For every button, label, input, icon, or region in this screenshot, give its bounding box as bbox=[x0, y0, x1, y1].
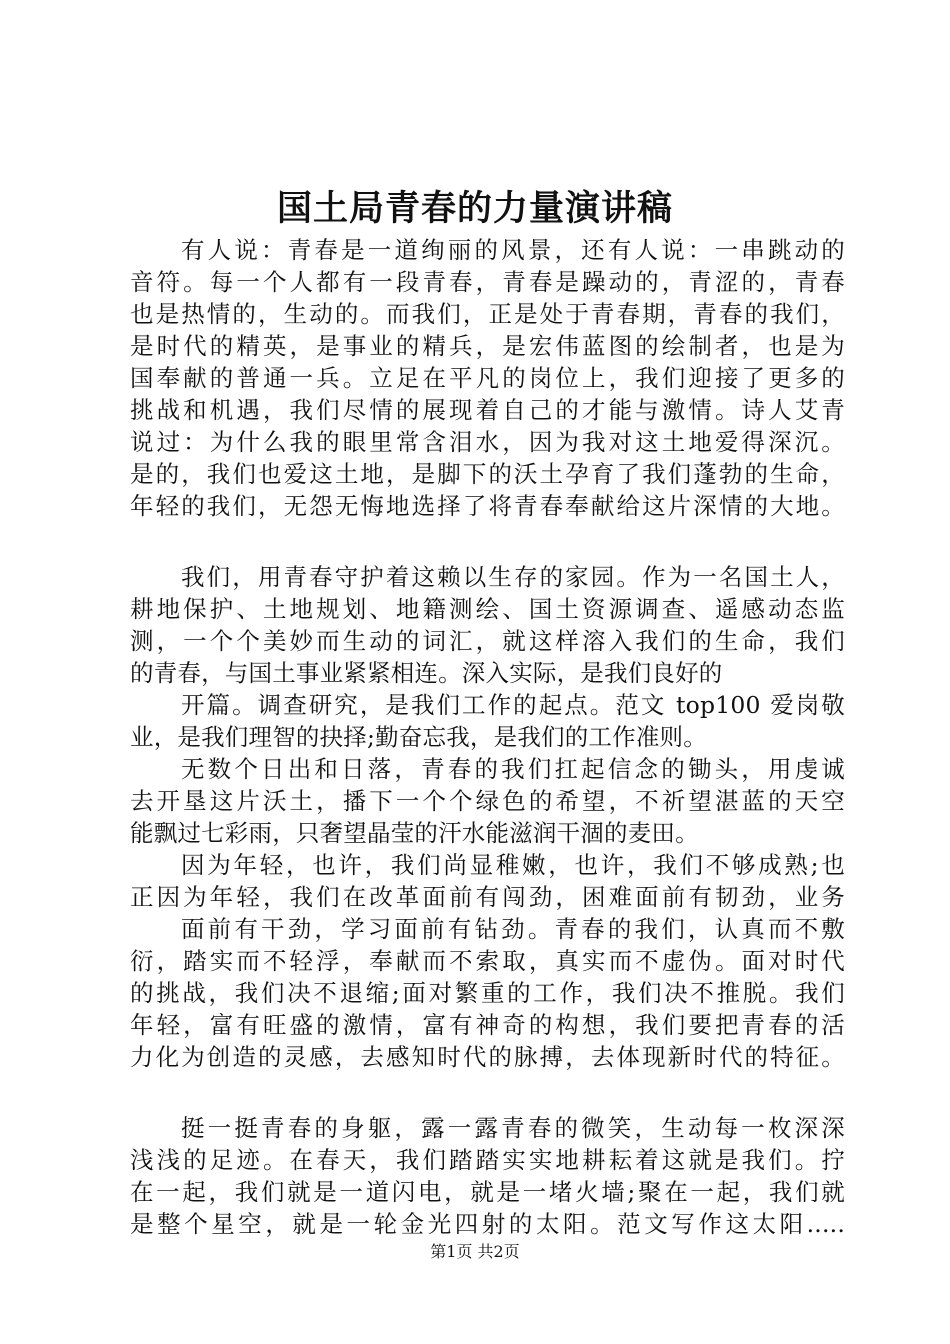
text-line: 是整个星空，就是一轮金光四射的太阳。范文写作这太阳..... bbox=[130, 1210, 845, 1238]
text-line: 开篇。调查研究，是我们工作的起点。范文 top100 爱岗敬 bbox=[181, 691, 845, 719]
text-line: 也是热情的，生动的。而我们，正是处于青春期，青春的我们， bbox=[130, 300, 845, 328]
text-line: 年轻，富有旺盛的激情，富有神奇的构想，我们要把青春的活 bbox=[130, 1011, 845, 1039]
text-line: 面前有干劲，学习面前有钻劲。青春的我们，认真而不敷 bbox=[181, 915, 845, 943]
document-body bbox=[130, 234, 845, 1240]
text-line: 说过：为什么我的眼里常含泪水，因为我对这土地爱得深沉。 bbox=[130, 428, 845, 456]
document-title: 国土局青春的力量演讲稿 bbox=[276, 188, 673, 229]
paragraph-gap bbox=[130, 1073, 845, 1112]
text-line: 力化为创造的灵感，去感知时代的脉搏，去体现新时代的特征。 bbox=[130, 1043, 845, 1071]
text-line: 测，一个个美妙而生动的词汇，就这样溶入我们的生命，我们 bbox=[130, 627, 845, 655]
text-line: 去开垦这片沃土，播下一个个绿色的希望，不祈望湛蓝的天空 bbox=[130, 787, 845, 815]
text-line: 挑战和机遇，我们尽情的展现着自己的才能与激情。诗人艾青 bbox=[130, 396, 845, 424]
text-line: 因为年轻，也许，我们尚显稚嫩，也许，我们不够成熟;也 bbox=[181, 851, 845, 879]
text-line: 国奉献的普通一兵。立足在平凡的岗位上，我们迎接了更多的 bbox=[130, 364, 845, 392]
text-line: 的青春，与国土事业紧紧相连。深入实际，是我们良好的 bbox=[130, 659, 723, 687]
text-line: 耕地保护、土地规划、地籍测绘、国土资源调查、遥感动态监 bbox=[130, 595, 845, 623]
text-line: 业，是我们理智的抉择;勤奋忘我，是我们的工作准则。 bbox=[130, 723, 707, 751]
paragraph-gap bbox=[130, 522, 845, 561]
text-line: 能飘过七彩雨，只奢望晶莹的汗水能滋润干涸的麦田。 bbox=[130, 819, 699, 847]
text-line: 的挑战，我们决不退缩;面对繁重的工作，我们决不推脱。我们 bbox=[130, 979, 845, 1007]
text-line: 无数个日出和日落，青春的我们扛起信念的锄头，用虔诚 bbox=[181, 755, 845, 783]
text-line: 浅浅的足迹。在春天，我们踏踏实实地耕耘着这就是我们。拧 bbox=[130, 1146, 845, 1174]
text-line: 衍，踏实而不轻浮，奉献而不索取，真实而不虚伪。面对时代 bbox=[130, 947, 845, 975]
text-line: 音符。每一个人都有一段青春，青春是躁动的，青涩的，青春 bbox=[130, 268, 845, 296]
text-line: 我们，用青春守护着这赖以生存的家园。作为一名国土人， bbox=[181, 563, 845, 591]
text-line: 有人说：青春是一道绚丽的风景，还有人说：一串跳动的 bbox=[181, 236, 845, 264]
text-line: 挺一挺青春的身躯，露一露青春的微笑，生动每一枚深深 bbox=[181, 1114, 845, 1142]
text-line: 在一起，我们就是一道闪电，就是一堵火墙;聚在一起，我们就 bbox=[130, 1178, 845, 1206]
text-line: 年轻的我们，无怨无悔地选择了将青春奉献给这片深情的大地。 bbox=[130, 492, 845, 520]
page-footer: 第1页 共2页 bbox=[430, 1242, 520, 1261]
text-line: 是的，我们也爱这土地，是脚下的沃土孕育了我们蓬勃的生命， bbox=[130, 460, 845, 488]
text-line: 是时代的精英，是事业的精兵，是宏伟蓝图的绘制者，也是为 bbox=[130, 332, 845, 360]
text-line: 正因为年轻，我们在改革面前有闯劲，困难面前有韧劲，业务 bbox=[130, 883, 845, 911]
